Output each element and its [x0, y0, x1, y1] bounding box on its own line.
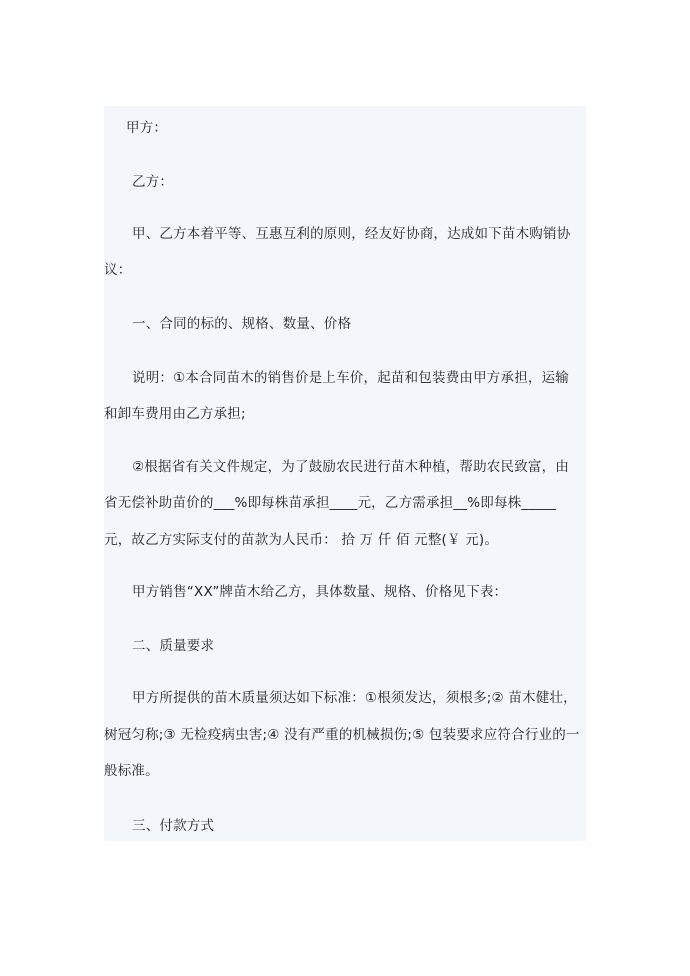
section-heading-quality: 二、质量要求 [132, 638, 215, 654]
note-price-terms: 说明：①本合同苗木的销售价是上车价，起苗和包装费由甲方承担，运输 [132, 370, 570, 386]
note-subsidy: ②根据省有关文件规定，为了鼓励农民进行苗木种植，帮助农民致富，由 [132, 459, 570, 475]
preamble-text: 甲、乙方本着平等、互惠互利的原则，经友好协商，达成如下苗木购销协 [132, 226, 571, 242]
document-page [104, 106, 586, 841]
party-b-label: 乙方： [132, 174, 174, 190]
section-heading-subject: 一、合同的标的、规格、数量、价格 [132, 316, 352, 332]
section-heading-payment: 三、付款方式 [132, 818, 215, 834]
note-subsidy-blanks: 省无偿补助苗价的___%即每株苗承担____元，乙方需承担__%即每株_____ [104, 495, 557, 511]
quality-standards: 甲方所提供的苗木质量须达如下标准：①根须发达，须根多;② 苗木健壮， [132, 690, 577, 706]
preamble-text-continued: 议： [104, 262, 132, 278]
sales-statement: 甲方销售“XX”牌苗木给乙方，具体数量、规格、价格见下表： [132, 584, 508, 600]
quality-standards-continued: 树冠匀称;③ 无检疫病虫害;④ 没有严重的机械损伤;⑤ 包装要求应符合行业的一 [104, 727, 580, 743]
party-a-label: 甲方： [126, 120, 168, 136]
note-subsidy-amount: 元，故乙方实际支付的苗款为人民币： 拾 万 仟 佰 元整(￥ 元)。 [104, 532, 499, 548]
note-price-terms-continued: 和卸车费用由乙方承担; [104, 406, 246, 422]
quality-standards-end: 般标准。 [104, 763, 159, 779]
